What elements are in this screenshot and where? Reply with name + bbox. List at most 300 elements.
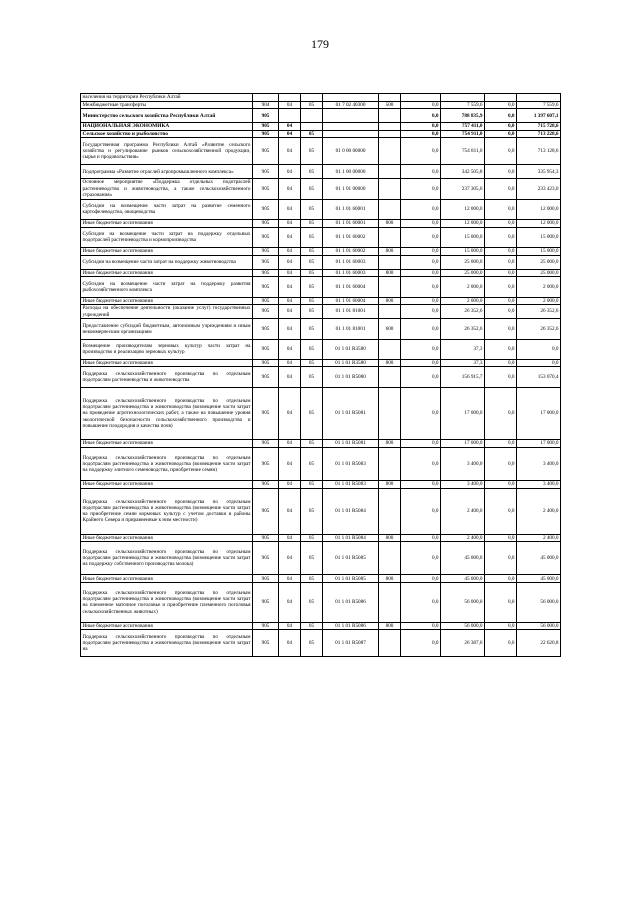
row-expense-type <box>379 583 401 623</box>
table-row <box>81 447 561 480</box>
row-amount-2: 156 915,7 <box>441 367 485 387</box>
row-amount-4: 12 000,0 <box>517 219 561 227</box>
row-target-item: 01 1 01 60003 <box>323 255 379 269</box>
row-target-item: 01 1 01 R5083 <box>323 447 379 480</box>
table-row <box>81 165 561 179</box>
row-section-code: 04 <box>279 542 301 575</box>
row-target-item: 01 0 00 00000 <box>323 138 379 165</box>
row-amount-3: 0,0 <box>485 575 517 583</box>
row-amount-4: 56 000,0 <box>517 583 561 623</box>
table-row <box>81 123 561 131</box>
row-name: Иные бюджетные ассигнования <box>81 534 253 542</box>
row-expense-type: 800 <box>379 297 401 305</box>
row-admin-code: 905 <box>253 319 279 339</box>
row-section-code: 04 <box>279 179 301 199</box>
row-target-item: 01 1 01 R5083 <box>323 481 379 489</box>
row-amount-1: 0,0 <box>401 247 441 255</box>
row-section-code: 04 <box>279 123 301 131</box>
row-subsection-code: 05 <box>301 165 323 179</box>
row-expense-type <box>379 387 401 439</box>
row-amount-1: 0,0 <box>401 179 441 199</box>
row-target-item: 01 7 02 40300 <box>323 101 379 109</box>
table-row <box>81 583 561 623</box>
row-expense-type <box>379 130 401 138</box>
row-subsection-code: 05 <box>301 542 323 575</box>
row-subsection-code: 05 <box>301 583 323 623</box>
row-admin-code: 905 <box>253 305 279 319</box>
row-subsection-code: 05 <box>301 440 323 448</box>
budget-table <box>80 93 561 657</box>
row-amount-2: 12 000,0 <box>441 199 485 219</box>
table-row <box>81 488 561 534</box>
table-row <box>81 199 561 219</box>
row-amount-1: 0,0 <box>401 359 441 367</box>
row-expense-type: 800 <box>379 269 401 277</box>
row-amount-2: 2 000,0 <box>441 277 485 297</box>
row-name: Иные бюджетные ассигнования <box>81 481 253 489</box>
row-amount-3: 0,0 <box>485 359 517 367</box>
row-subsection-code: 05 <box>301 630 323 657</box>
row-name: Межбюджетные трансферты <box>81 101 253 109</box>
row-admin-code: 905 <box>253 440 279 448</box>
row-amount-4: 0,0 <box>517 339 561 359</box>
row-amount-4: 153 070,4 <box>517 367 561 387</box>
row-target-item: 01 1 01 60001 <box>323 219 379 227</box>
table-row <box>81 339 561 359</box>
row-amount-3: 0,0 <box>485 319 517 339</box>
row-name: Сельское хозяйство и рыболовство <box>81 130 253 138</box>
row-amount-1: 0,0 <box>401 269 441 277</box>
row-amount-1: 0,0 <box>401 130 441 138</box>
row-admin-code: 905 <box>253 339 279 359</box>
row-amount-2: 788 835,9 <box>441 109 485 123</box>
row-amount-4: 0,0 <box>517 359 561 367</box>
row-amount-3: 0,0 <box>485 622 517 630</box>
row-amount-4: 2 400,0 <box>517 534 561 542</box>
row-expense-type <box>379 277 401 297</box>
row-expense-type: 800 <box>379 247 401 255</box>
table-row <box>81 255 561 269</box>
row-amount-3 <box>485 94 517 102</box>
row-amount-3: 0,0 <box>485 219 517 227</box>
row-subsection-code <box>301 109 323 123</box>
row-amount-3: 0,0 <box>485 199 517 219</box>
row-target-item: 01 1 01 R5080 <box>323 367 379 387</box>
row-amount-3: 0,0 <box>485 447 517 480</box>
row-expense-type <box>379 94 401 102</box>
row-name: Иные бюджетные ассигнования <box>81 359 253 367</box>
row-amount-1: 0,0 <box>401 440 441 448</box>
row-section-code: 04 <box>279 359 301 367</box>
table-row <box>81 622 561 630</box>
row-subsection-code: 05 <box>301 305 323 319</box>
row-section-code: 04 <box>279 583 301 623</box>
row-section-code: 04 <box>279 630 301 657</box>
table-row <box>81 130 561 138</box>
row-section-code: 04 <box>279 367 301 387</box>
row-name: Субсидии на возмещение части затрат на поддержку развития рыбохозяйственного комплекса <box>81 277 253 297</box>
row-amount-3: 0,0 <box>485 630 517 657</box>
table-row <box>81 219 561 227</box>
row-amount-2: 37,3 <box>441 339 485 359</box>
row-section-code: 04 <box>279 447 301 480</box>
row-section-code: 04 <box>279 305 301 319</box>
row-admin-code: 905 <box>253 367 279 387</box>
row-name: Министерство сельского хозяйства Республики Алтай <box>81 109 253 123</box>
row-expense-type <box>379 339 401 359</box>
row-admin-code: 905 <box>253 481 279 489</box>
row-amount-2: 2 400,0 <box>441 534 485 542</box>
row-amount-2: 3 400,0 <box>441 481 485 489</box>
row-amount-2: 754 811,0 <box>441 138 485 165</box>
row-expense-type <box>379 488 401 534</box>
row-name: Иные бюджетные ассигнования <box>81 440 253 448</box>
row-amount-2: 25 000,0 <box>441 255 485 269</box>
row-subsection-code: 05 <box>301 130 323 138</box>
row-name: Расходы на обеспечение деятельности (оказание услуг) государственных учреждений <box>82 305 251 318</box>
row-amount-2: 7 559,6 <box>441 101 485 109</box>
row-target-item: 01 1 01 60002 <box>323 247 379 255</box>
row-amount-2: 17 000,0 <box>441 387 485 439</box>
row-subsection-code: 05 <box>301 575 323 583</box>
row-amount-2: 754 911,0 <box>441 130 485 138</box>
row-admin-code: 905 <box>253 247 279 255</box>
row-section-code: 04 <box>279 481 301 489</box>
row-amount-1: 0,0 <box>401 542 441 575</box>
row-name: Субсидии на возмещение части затрат на поддержку отдельных подотраслей растениеводства и кормопроизводства <box>81 227 253 247</box>
table-row <box>81 630 561 657</box>
row-amount-1: 0,0 <box>401 305 441 319</box>
row-section-code: 04 <box>279 277 301 297</box>
row-admin-code: 905 <box>253 583 279 623</box>
table-row <box>81 359 561 367</box>
row-name: Поддержка сельскохозяйственного производства по отдельным подотраслям растениеводства и животноводства (возмещение части затрат на проведение агротехнологических работ, а также на повышение уровня экологической безопасности сельскохозяйственного производства и повышение плодородия и качества почв) <box>81 387 253 439</box>
row-amount-1 <box>401 94 441 102</box>
table-row <box>81 481 561 489</box>
row-target-item <box>323 109 379 123</box>
row-target-item <box>323 130 379 138</box>
row-amount-2: 56 000,0 <box>441 622 485 630</box>
row-amount-1: 0,0 <box>401 255 441 269</box>
row-subsection-code: 05 <box>301 219 323 227</box>
row-amount-4: 2 000,0 <box>517 297 561 305</box>
row-section-code <box>279 94 301 102</box>
row-name: Поддержка сельскохозяйственного производства по отдельным подотраслям растениеводства и животноводства (возмещение части затрат на поддержку собственного производства молока) <box>81 542 253 575</box>
row-amount-3: 0,0 <box>485 297 517 305</box>
row-amount-2: 26 352,6 <box>441 319 485 339</box>
row-amount-4: 25 000,0 <box>517 269 561 277</box>
row-subsection-code: 05 <box>301 481 323 489</box>
row-amount-2 <box>441 94 485 102</box>
row-admin-code: 905 <box>253 542 279 575</box>
table-row <box>81 575 561 583</box>
row-expense-type <box>379 109 401 123</box>
table-row <box>81 227 561 247</box>
row-amount-2: 342 505,8 <box>441 165 485 179</box>
row-amount-2: 45 000,0 <box>441 575 485 583</box>
row-amount-2: 15 000,0 <box>441 227 485 247</box>
row-section-code: 04 <box>279 319 301 339</box>
row-amount-1: 0,0 <box>401 387 441 439</box>
row-expense-type: 800 <box>379 622 401 630</box>
row-name: Поддержка сельскохозяйственного производства по отдельным подотраслям растениеводства и животноводства (возмещение части затрат на приобретение семян кормовых культур с учетом доставки в районы Крайнего Севера и приравненные к ним местности) <box>81 488 253 534</box>
row-admin-code: 905 <box>253 359 279 367</box>
row-amount-1: 0,0 <box>401 297 441 305</box>
row-admin-code: 905 <box>253 297 279 305</box>
row-amount-3: 0,0 <box>485 367 517 387</box>
row-amount-3: 0,0 <box>485 123 517 131</box>
row-amount-3: 0,0 <box>485 339 517 359</box>
table-row <box>81 269 561 277</box>
row-amount-3: 0,0 <box>485 269 517 277</box>
row-amount-4: 15 000,0 <box>517 227 561 247</box>
row-amount-3: 0,0 <box>485 583 517 623</box>
row-subsection-code: 05 <box>301 138 323 165</box>
row-amount-3: 0,0 <box>485 138 517 165</box>
row-amount-4: 713 128,6 <box>517 138 561 165</box>
row-subsection-code: 05 <box>301 447 323 480</box>
table-row <box>81 94 561 102</box>
page-number: 179 <box>311 37 329 51</box>
row-amount-4: 15 000,0 <box>517 247 561 255</box>
row-amount-1: 0,0 <box>401 138 441 165</box>
row-expense-type: 800 <box>379 575 401 583</box>
row-subsection-code: 05 <box>301 339 323 359</box>
row-target-item: 01 1 01 60002 <box>323 227 379 247</box>
row-expense-type: 600 <box>379 319 401 339</box>
table-row <box>81 179 561 199</box>
row-target-item: 01 1 01 81001 <box>323 319 379 339</box>
row-amount-4: 2 000,0 <box>517 277 561 297</box>
row-amount-4: 715 728,6 <box>517 123 561 131</box>
row-expense-type: 800 <box>379 219 401 227</box>
row-section-code: 04 <box>279 440 301 448</box>
row-target-item: 01 1 01 R5081 <box>323 387 379 439</box>
row-name: Субсидии на возмещение части затрат на развитие семенного картофелеводства, овощеводства <box>81 199 253 219</box>
row-name: Иные бюджетные ассигнования <box>81 247 253 255</box>
row-expense-type <box>379 305 401 319</box>
row-section-code: 04 <box>279 219 301 227</box>
row-section-code: 04 <box>279 130 301 138</box>
row-subsection-code: 05 <box>301 269 323 277</box>
row-amount-4: 12 000,0 <box>517 199 561 219</box>
table-row <box>81 440 561 448</box>
row-name: Иные бюджетные ассигнования <box>81 219 253 227</box>
row-section-code: 04 <box>279 247 301 255</box>
table-row <box>81 367 561 387</box>
row-subsection-code: 05 <box>301 387 323 439</box>
row-amount-1: 0,0 <box>401 447 441 480</box>
row-name: Иные бюджетные ассигнования <box>81 269 253 277</box>
table-row <box>81 101 561 109</box>
row-amount-1: 0,0 <box>401 583 441 623</box>
row-admin-code: 905 <box>253 123 279 131</box>
row-admin-code: 905 <box>253 488 279 534</box>
row-name: Иные бюджетные ассигнования <box>81 297 253 305</box>
row-admin-code: 904 <box>253 101 279 109</box>
row-expense-type: 800 <box>379 440 401 448</box>
row-amount-4: 233 423,0 <box>517 179 561 199</box>
row-subsection-code: 05 <box>301 534 323 542</box>
row-expense-type <box>379 179 401 199</box>
row-subsection-code: 05 <box>301 622 323 630</box>
row-expense-type <box>379 367 401 387</box>
row-amount-1: 0,0 <box>401 319 441 339</box>
row-admin-code: 905 <box>253 387 279 439</box>
row-amount-3: 0,0 <box>485 277 517 297</box>
row-expense-type <box>379 138 401 165</box>
row-section-code <box>279 109 301 123</box>
row-amount-1: 0,0 <box>401 219 441 227</box>
row-target-item: 01 1 01 R5086 <box>323 622 379 630</box>
row-admin-code: 905 <box>253 575 279 583</box>
row-expense-type <box>379 630 401 657</box>
row-amount-4: 1 397 607,1 <box>517 109 561 123</box>
row-expense-type <box>379 227 401 247</box>
row-amount-4: 26 352,6 <box>517 305 561 319</box>
row-amount-3: 0,0 <box>485 247 517 255</box>
row-amount-4 <box>517 94 561 102</box>
row-amount-1: 0,0 <box>401 165 441 179</box>
row-subsection-code: 05 <box>301 297 323 305</box>
row-amount-4: 7 559,6 <box>517 101 561 109</box>
row-subsection-code: 05 <box>301 179 323 199</box>
row-amount-1: 0,0 <box>401 123 441 131</box>
row-name: Поддержка сельскохозяйственного производства по отдельным подотраслям растениеводства и животноводства (возмещение части затрат на <box>81 630 253 657</box>
row-amount-2: 26 352,6 <box>441 305 485 319</box>
table-row <box>81 277 561 297</box>
row-target-item: 01 1 01 R5087 <box>323 630 379 657</box>
table-row <box>81 109 561 123</box>
row-amount-2: 15 000,0 <box>441 247 485 255</box>
row-expense-type <box>379 255 401 269</box>
row-target-item: 01 1 01 60003 <box>323 269 379 277</box>
row-subsection-code: 05 <box>301 227 323 247</box>
row-amount-2: 37,3 <box>441 359 485 367</box>
row-name: населения на территории Республики Алтай <box>81 94 253 102</box>
row-section-code: 04 <box>279 165 301 179</box>
row-target-item: 01 1 01 R5085 <box>323 542 379 575</box>
row-name: Основное мероприятие «Поддержка отдельных подотраслей растениеводства и животноводства, а также сельскохозяйственного страхования» <box>82 179 251 199</box>
table-row <box>81 542 561 575</box>
row-expense-type <box>379 123 401 131</box>
row-admin-code: 905 <box>253 219 279 227</box>
row-section-code: 04 <box>279 387 301 439</box>
table-row <box>81 387 561 439</box>
row-amount-3: 0,0 <box>485 542 517 575</box>
row-amount-1: 0,0 <box>401 534 441 542</box>
row-amount-4: 25 000,0 <box>517 255 561 269</box>
row-subsection-code: 05 <box>301 359 323 367</box>
row-target-item <box>323 123 379 131</box>
row-amount-2: 56 000,0 <box>441 583 485 623</box>
row-section-code: 04 <box>279 575 301 583</box>
row-amount-3: 0,0 <box>485 227 517 247</box>
row-target-item: 01 1 01 R5081 <box>323 440 379 448</box>
row-amount-2: 757 411,0 <box>441 123 485 131</box>
row-amount-1: 0,0 <box>401 367 441 387</box>
row-section-code: 04 <box>279 199 301 219</box>
row-section-code: 04 <box>279 138 301 165</box>
row-target-item: 01 1 00 00000 <box>323 165 379 179</box>
row-section-code: 04 <box>279 101 301 109</box>
row-section-code: 04 <box>279 339 301 359</box>
row-amount-1: 0,0 <box>401 488 441 534</box>
table-row <box>81 138 561 165</box>
row-section-code: 04 <box>279 534 301 542</box>
row-expense-type <box>379 199 401 219</box>
row-section-code: 04 <box>279 227 301 247</box>
row-amount-3: 0,0 <box>485 165 517 179</box>
row-target-item: 01 1 01 00000 <box>323 179 379 199</box>
row-amount-4: 17 000,0 <box>517 440 561 448</box>
row-expense-type: 500 <box>379 101 401 109</box>
row-amount-2: 12 000,0 <box>441 219 485 227</box>
row-amount-3: 0,0 <box>485 534 517 542</box>
row-amount-3: 0,0 <box>485 488 517 534</box>
row-amount-1: 0,0 <box>401 277 441 297</box>
row-amount-3: 0,0 <box>485 255 517 269</box>
row-amount-4: 26 352,6 <box>517 319 561 339</box>
row-name: Субсидии на возмещение части затрат на поддержку животноводства <box>81 255 253 269</box>
row-amount-3: 0,0 <box>485 481 517 489</box>
row-subsection-code: 05 <box>301 247 323 255</box>
row-amount-2: 3 400,0 <box>441 447 485 480</box>
row-amount-4: 45 000,0 <box>517 542 561 575</box>
row-target-item: 01 1 01 R5086 <box>323 583 379 623</box>
row-amount-3: 0,0 <box>485 109 517 123</box>
row-admin-code: 905 <box>253 534 279 542</box>
row-amount-1: 0,0 <box>401 339 441 359</box>
row-target-item: 01 1 01 R5084 <box>323 534 379 542</box>
row-amount-1: 0,0 <box>401 109 441 123</box>
row-target-item: 01 1 01 60004 <box>323 297 379 305</box>
row-amount-3: 0,0 <box>485 305 517 319</box>
row-amount-3: 0,0 <box>485 101 517 109</box>
table-row <box>81 305 561 319</box>
row-amount-3: 0,0 <box>485 440 517 448</box>
row-amount-1: 0,0 <box>401 199 441 219</box>
row-amount-4: 335 954,3 <box>517 165 561 179</box>
row-admin-code: 905 <box>253 277 279 297</box>
row-admin-code: 905 <box>253 165 279 179</box>
row-amount-3: 0,0 <box>485 179 517 199</box>
row-admin-code <box>253 94 279 102</box>
row-amount-2: 25 000,0 <box>441 269 485 277</box>
row-admin-code: 905 <box>253 622 279 630</box>
row-amount-2: 26 387,6 <box>441 630 485 657</box>
row-subsection-code: 05 <box>301 255 323 269</box>
row-admin-code: 905 <box>253 199 279 219</box>
row-amount-2: 17 000,0 <box>441 440 485 448</box>
row-expense-type <box>379 542 401 575</box>
row-name: Возмещение производителям зерновых культур части затрат на производство и реализацию зерновых культур <box>81 339 253 359</box>
row-amount-1: 0,0 <box>401 575 441 583</box>
row-admin-code: 905 <box>253 109 279 123</box>
row-expense-type <box>379 447 401 480</box>
row-amount-1: 0,0 <box>401 101 441 109</box>
row-admin-code: 905 <box>253 255 279 269</box>
row-expense-type: 800 <box>379 534 401 542</box>
row-expense-type: 800 <box>379 481 401 489</box>
row-name: Предоставление субсидий бюджетным, автономным учреждениям и иным некоммерческим организациям <box>81 319 253 339</box>
row-subsection-code: 05 <box>301 488 323 534</box>
row-admin-code: 905 <box>253 130 279 138</box>
table-row <box>81 319 561 339</box>
row-target-item: 01 1 01 R5084 <box>323 488 379 534</box>
row-name: Подпрограмма «Развитие отраслей агропромышленного комплекса» <box>81 165 253 179</box>
row-target-item: 01 1 01 R5085 <box>323 575 379 583</box>
